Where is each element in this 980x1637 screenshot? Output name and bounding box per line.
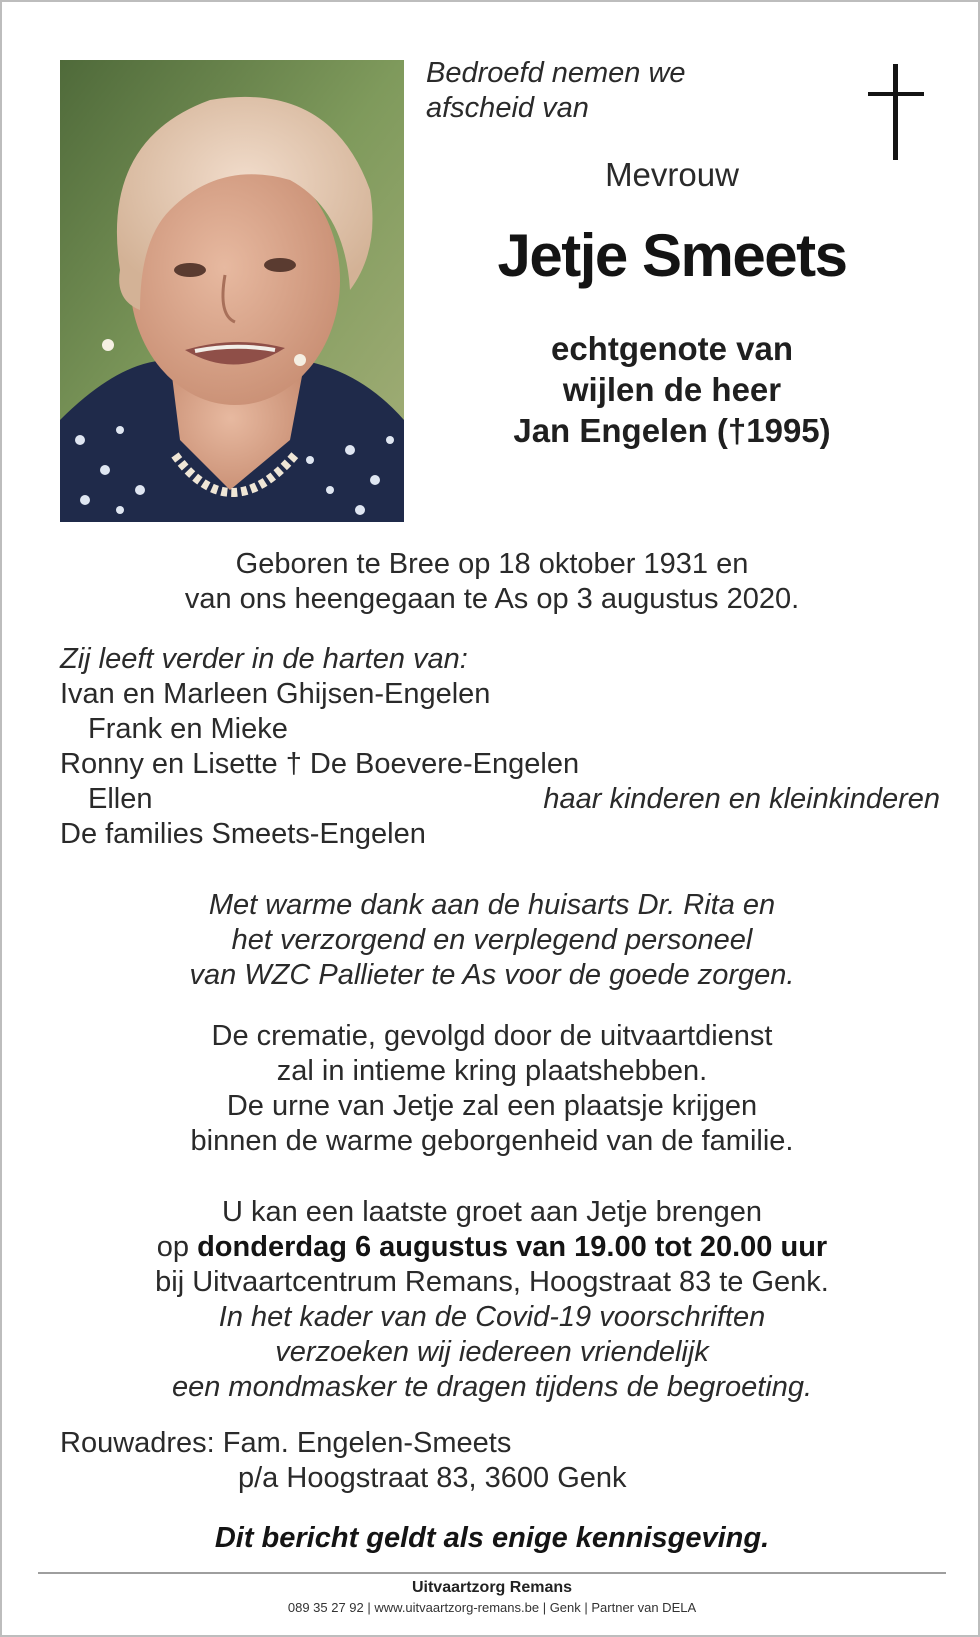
survivor-line: De families Smeets-Engelen xyxy=(60,818,426,850)
life-dates xyxy=(2,547,980,617)
survivor-line: Ellen xyxy=(88,783,153,815)
thanks-line: van WZC Pallieter te As voor de goede zorgen. xyxy=(189,959,795,991)
deceased-name: Jetje Smeets xyxy=(497,222,847,289)
mourning-address xyxy=(60,1426,760,1496)
ceremony-line: binnen de warme geborgenheid van de familie. xyxy=(190,1125,794,1157)
intro-line: Bedroefd nemen we xyxy=(426,57,686,89)
survivor-line: Ivan en Marleen Ghijsen-Engelen xyxy=(60,678,491,710)
covid-line: In het kader van de Covid-19 voorschriften xyxy=(218,1301,766,1333)
visitation-date-line xyxy=(2,1230,980,1265)
thanks-line: het verzorgend en verplegend personeel xyxy=(231,924,753,956)
birth-line: Geboren te Bree op 18 oktober 1931 en xyxy=(235,548,749,580)
portrait-photo xyxy=(60,60,404,522)
intro-text xyxy=(426,56,786,126)
sole-notice: Dit bericht geldt als enige kennisgeving. xyxy=(214,1522,770,1554)
death-line: van ons heengegaan te As op 3 augustus 2020. xyxy=(184,583,800,615)
visitation-line: bij Uitvaartcentrum Remans, Hoogstraat 83 te Genk. xyxy=(155,1266,829,1298)
thanks-text xyxy=(2,888,980,993)
covid-line: een mondmasker te dragen tijdens de begroeting. xyxy=(171,1371,813,1403)
ceremony-text xyxy=(2,1019,980,1159)
intro-line: afscheid van xyxy=(426,92,589,124)
salutation: Mevrouw xyxy=(605,156,739,193)
survivor-line: Frank en Mieke xyxy=(88,713,288,745)
thanks-line: Met warme dank aan de huisarts Dr. Rita en xyxy=(208,889,776,921)
ceremony-line: zal in intieme kring plaatshebben. xyxy=(276,1055,708,1087)
deceased-block xyxy=(442,154,902,451)
ceremony-line: De crematie, gevolgd door de uitvaartdienst xyxy=(211,1020,773,1052)
survivors-intro: Zij leeft verder in de harten van: xyxy=(60,643,468,675)
funeral-home-name: Uitvaartzorg Remans xyxy=(411,1579,573,1596)
visitation-datetime: donderdag 6 augustus van 19.00 tot 20.00 uur xyxy=(197,1231,828,1263)
cross-icon xyxy=(868,64,924,160)
spouse-line: echtgenote van xyxy=(550,330,794,367)
covid-line: verzoeken wij iedereen vriendelijk xyxy=(275,1336,709,1368)
spouse-line: Jan Engelen (†1995) xyxy=(513,412,831,449)
spouse-info xyxy=(442,328,902,451)
visitation-line: U kan een laatste groet aan Jetje brengen xyxy=(221,1196,763,1228)
survivors-list xyxy=(60,642,940,852)
funeral-home-contact: 089 35 27 92 | www.uitvaartzorg-remans.be | Genk | Partner van DELA xyxy=(287,1600,697,1615)
visitation-text xyxy=(2,1195,980,1405)
address-line: p/a Hoogstraat 83, 3600 Genk xyxy=(238,1462,627,1494)
address-line: Rouwadres: Fam. Engelen-Smeets xyxy=(60,1427,512,1459)
spouse-line: wijlen de heer xyxy=(562,371,782,408)
ceremony-line: De urne van Jetje zal een plaatsje krijgen xyxy=(226,1090,758,1122)
survivor-line: Ronny en Lisette † De Boevere-Engelen xyxy=(60,748,580,780)
visitation-prefix: op xyxy=(156,1231,198,1263)
survivor-line-row xyxy=(60,782,940,817)
footer-divider xyxy=(38,1572,946,1574)
survivors-relation: haar kinderen en kleinkinderen xyxy=(543,783,940,815)
